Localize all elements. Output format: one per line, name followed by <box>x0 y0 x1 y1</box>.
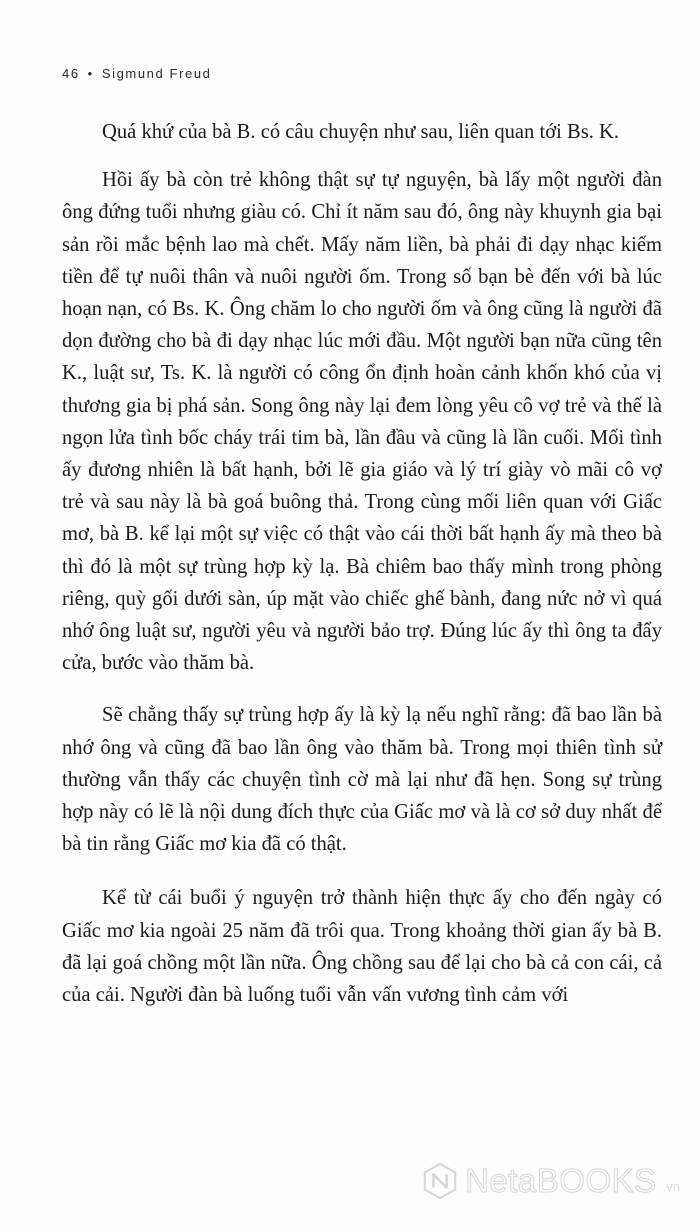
netabooks-logo-icon <box>421 1162 459 1200</box>
paragraph-3: Sẽ chẳng thấy sự trùng hợp ấy là kỳ lạ nếu nghĩ rằng: đã bao lần bà nhớ ông và cũng đã bao lần ông vào thăm bà. Trong mọi thiên tình sử thường vẫn thấy các chuyện tình cờ mà lại như đã hẹn. Song sự trùng hợp này có lẽ là nội dung đích thực của Giấc mơ và là cơ sở duy nhất để bà tin rằng Giấc mơ kia đã có thật. <box>62 704 662 856</box>
paragraph-4: Kể từ cái buổi ý nguyện trở thành hiện thực ấy cho đến ngày có Giấc mơ kia ngoài 25 năm đã trôi qua. Trong khoảng thời gian ấy bà B. đã lại goá chồng một lần nữa. Ông chồng sau để lại cho bà cả con cái, cả của cải. Người đàn bà luống tuổi vẫn vấn vương tình cảm với <box>62 887 662 1007</box>
paragraph-2: Hồi ấy bà còn trẻ không thật sự tự nguyện, bà lấy một người đàn ông đứng tuổi nhưng giàu có. Chỉ ít năm sau đó, ông này khuynh gia bại sản rồi mắc bệnh lao mà chết. Mấy năm liền, bà phải đi dạy nhạc kiếm tiền để tự nuôi thân và nuôi người ốm. Trong số bạn bè đến với bà lúc hoạn nạn, có Bs. K. Ông chăm lo cho người ốm và ông cũng là người đã dọn đường cho bà đi dạy nhạc lúc mới đầu. Một người bạn nữa cũng tên K., luật sư, Ts. K. là người có công ổn định hoàn cảnh khốn khó của vị thương gia bị phá sản. Song ông này lại đem lòng yêu cô vợ trẻ và thế là ngọn lửa tình bốc cháy trái tim bà, lần đầu và cũng là lần cuối. Mối tình ấy đương nhiên là bất hạnh, bởi lẽ gia giáo và lý trí giày vò mãi cô vợ trẻ và sau này là bà goá buông thả. Trong cùng mối liên quan với Giấc mơ, bà B. kể lại một sự việc có thật vào cái thời bất hạnh ấy mà theo bà thì đó là một sự trùng hợp kỳ lạ. Bà chiêm bao thấy mình trong phòng riêng, quỳ gối dưới sàn, úp mặt vào chiếc ghế bành, đang nức nở vì quá nhớ ông luật sư, người yêu và người bảo trợ. Đúng lúc ấy thì ông ta đẩy cửa, bước vào thăm bà. <box>62 169 662 675</box>
body-text <box>62 116 662 1011</box>
watermark-suffix: .vn <box>662 1179 680 1194</box>
running-header <box>62 66 212 81</box>
paragraph-1: Quá khứ của bà B. có câu chuyện như sau, liên quan tới Bs. K. <box>102 121 620 143</box>
header-separator: • <box>87 66 94 81</box>
page-number: 46 <box>62 66 80 81</box>
watermark-brand: NetaBOOKS <box>465 1162 657 1199</box>
author-name: Sigmund Freud <box>101 66 212 81</box>
watermark <box>421 1162 680 1200</box>
